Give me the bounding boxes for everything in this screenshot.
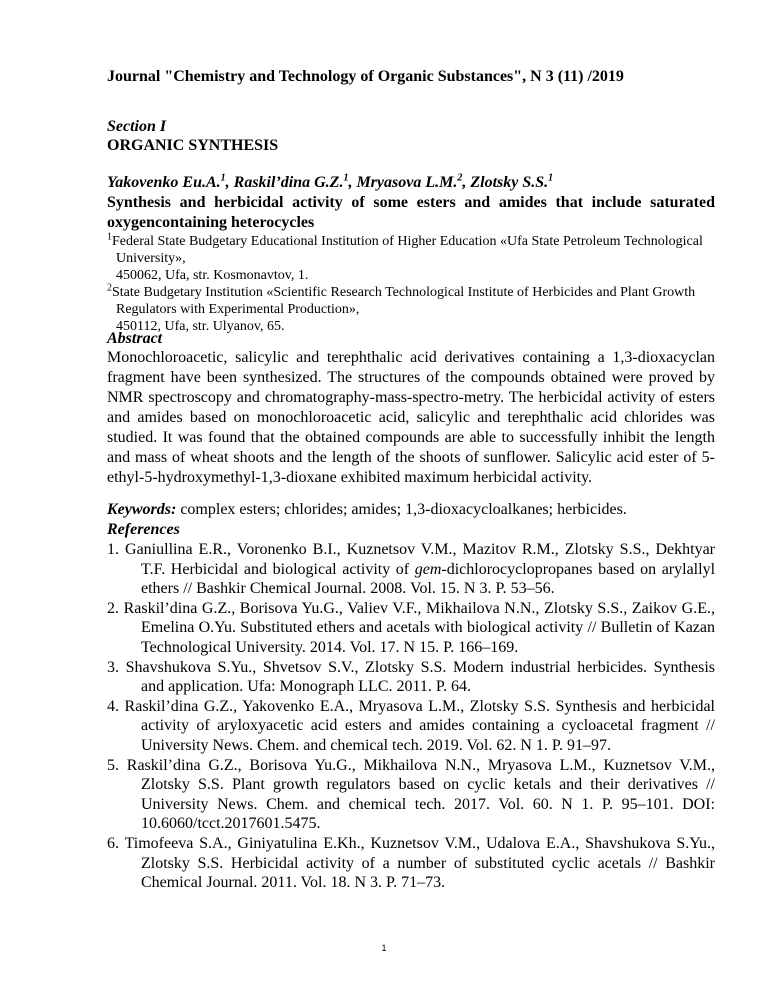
reference-item <box>107 599 715 658</box>
section-label: Section I <box>107 118 167 135</box>
reference-text: Ganiullina E.R., Voronenko B.I., Kuznetsov V.M., Mazitov R.M., Zlotsky S.S., Dekhtyar T.F. Herbicidal and biological activity of <box>125 541 716 578</box>
article-title: Synthesis and herbicidal activity of some esters and amides that include saturated oxygencontaining heterocycles <box>107 194 715 231</box>
reference-number: 3. <box>107 658 119 676</box>
reference-text: Raskil’dina G.Z., Borisova Yu.G., Valiev V.F., Mikhailova N.N., Zlotsky S.S., Zaikov G.E., Emelina O.Yu. Substituted ethers and acetals with biological activity // Bulletin of Kazan Technological University. 2014. Vol. 17. N 15. P. 166–169. <box>123 599 716 656</box>
journal-header: Journal "Chemistry and Technology of Organic Substances", N 3 (11) /2019 <box>107 68 624 85</box>
reference-text: Timofeeva S.A., Giniyatulina E.Kh., Kuznetsov V.M., Udalova E.A., Shavshukova S.Yu., Zlotsky S.S. Herbicidal activity of a number of substituted cyclic acetals // Bashkir Chemical Journal. 2011. Vol. 18. N 3. P. 71–73. <box>124 834 715 892</box>
reference-text: Raskil’dina G.Z., Yakovenko E.A., Mryasova L.M., Zlotsky S.S. Synthesis and herbicidal activity of aryloxyacetic acid esters and amides containing a cycloacetal fragment // University News. Chem. and chemical tech. 2019. Vol. 62. N 1. P. 91–97. <box>124 697 716 754</box>
author-name: Mryasova L.M. <box>356 174 458 191</box>
affiliation-item <box>107 284 715 318</box>
reference-number: 4. <box>107 697 119 715</box>
reference-item <box>107 756 715 834</box>
reference-item <box>107 697 715 756</box>
author-affiliation-mark: 1 <box>548 172 554 184</box>
reference-emphasis: gem <box>414 560 442 578</box>
section-title: ORGANIC SYNTHESIS <box>107 137 279 154</box>
affiliation-mark: 2 <box>107 282 112 294</box>
affiliation-address: 450062, Ufa, str. Kosmonavtov, 1. <box>116 268 309 283</box>
author-affiliation-mark: 2 <box>457 172 463 184</box>
reference-number: 1. <box>107 541 119 558</box>
reference-number: 6. <box>107 834 119 852</box>
author-affiliation-mark: 1 <box>220 172 226 184</box>
references-heading: References <box>107 521 180 538</box>
affiliation-text: Federal State Budgetary Educational Institution of Higher Education «Ufa State Petroleum Technological University», <box>112 234 703 266</box>
reference-list <box>107 540 715 893</box>
reference-text: Raskil’dina G.Z., Borisova Yu.G., Mikhailova N.N., Mryasova L.M., Kuznetsov V.M., Zlotsky S.S. Plant growth regulators based on cyclic ketals and their derivatives // University News. Chem. and chemical tech. 2017. Vol. 60. N 1. P. 95–101. DOI: 10.6060/tcct.2017601.5475. <box>126 756 716 833</box>
author-affiliation-mark: 1 <box>343 172 349 184</box>
reference-item <box>107 834 715 893</box>
reference-item <box>107 658 715 697</box>
abstract-text: Monochloroacetic, salicylic and terephthalic acid derivatives containing a 1,3-dioxacyclan fragment have been synthesized. The structures of the compounds obtained were proved by NMR spectroscopy and chromatography-mass-spectro-metry. The herbicidal activity of esters and amides based on monochloroacetic acid, salicylic and terephthalic acid chlorides was studied. It was found that the obtained compounds are able to successfully inhibit the length and mass of wheat shoots and the length of the shoots of sunflower. Salicylic acid ester of 5-ethyl-5-hydroxymethyl-1,3-dioxane exhibited maximum herbicidal activity. <box>107 349 715 486</box>
author-name: Raskil’dina G.Z. <box>233 174 344 191</box>
reference-number: 5. <box>107 756 119 774</box>
abstract-heading: Abstract <box>107 330 163 347</box>
author-name: Yakovenko Eu.A. <box>107 174 221 191</box>
reference-item <box>107 540 715 599</box>
author-separator: , <box>462 174 471 191</box>
page-number: 1 <box>381 943 387 953</box>
affiliation-item <box>107 233 715 267</box>
affiliation-address: 450112, Ufa, str. Ulyanov, 65. <box>116 319 285 334</box>
reference-text-tail: -dichlorocyclopropanes based on arylallyl ethers // Bashkir Chemical Journal. 2008. Vol. 15. N 3. P. 53–56. <box>141 560 716 598</box>
affiliation-text: State Budgetary Institution «Scientific Research Technological Institute of Herbicides and Plant Growth Regulators with Experimental Production», <box>112 285 696 317</box>
author-name: Zlotsky S.S. <box>470 174 549 191</box>
affiliations <box>107 233 715 335</box>
keywords-text: complex esters; chlorides; amides; 1,3-dioxacycloalkanes; herbicides. <box>180 501 627 518</box>
author-separator: , <box>348 174 357 191</box>
reference-number: 2. <box>107 599 119 617</box>
keywords <box>107 500 715 520</box>
keywords-label: Keywords: <box>107 501 177 518</box>
reference-text: Shavshukova S.Yu., Shvetsov S.V., Zlotsky S.S. Modern industrial herbicides. Synthesis and application. Ufa: Monograph LLC. 2011. P. 64. <box>125 658 715 696</box>
author-separator: , <box>225 174 234 191</box>
affiliation-mark: 1 <box>107 231 112 243</box>
author-list <box>107 173 553 193</box>
